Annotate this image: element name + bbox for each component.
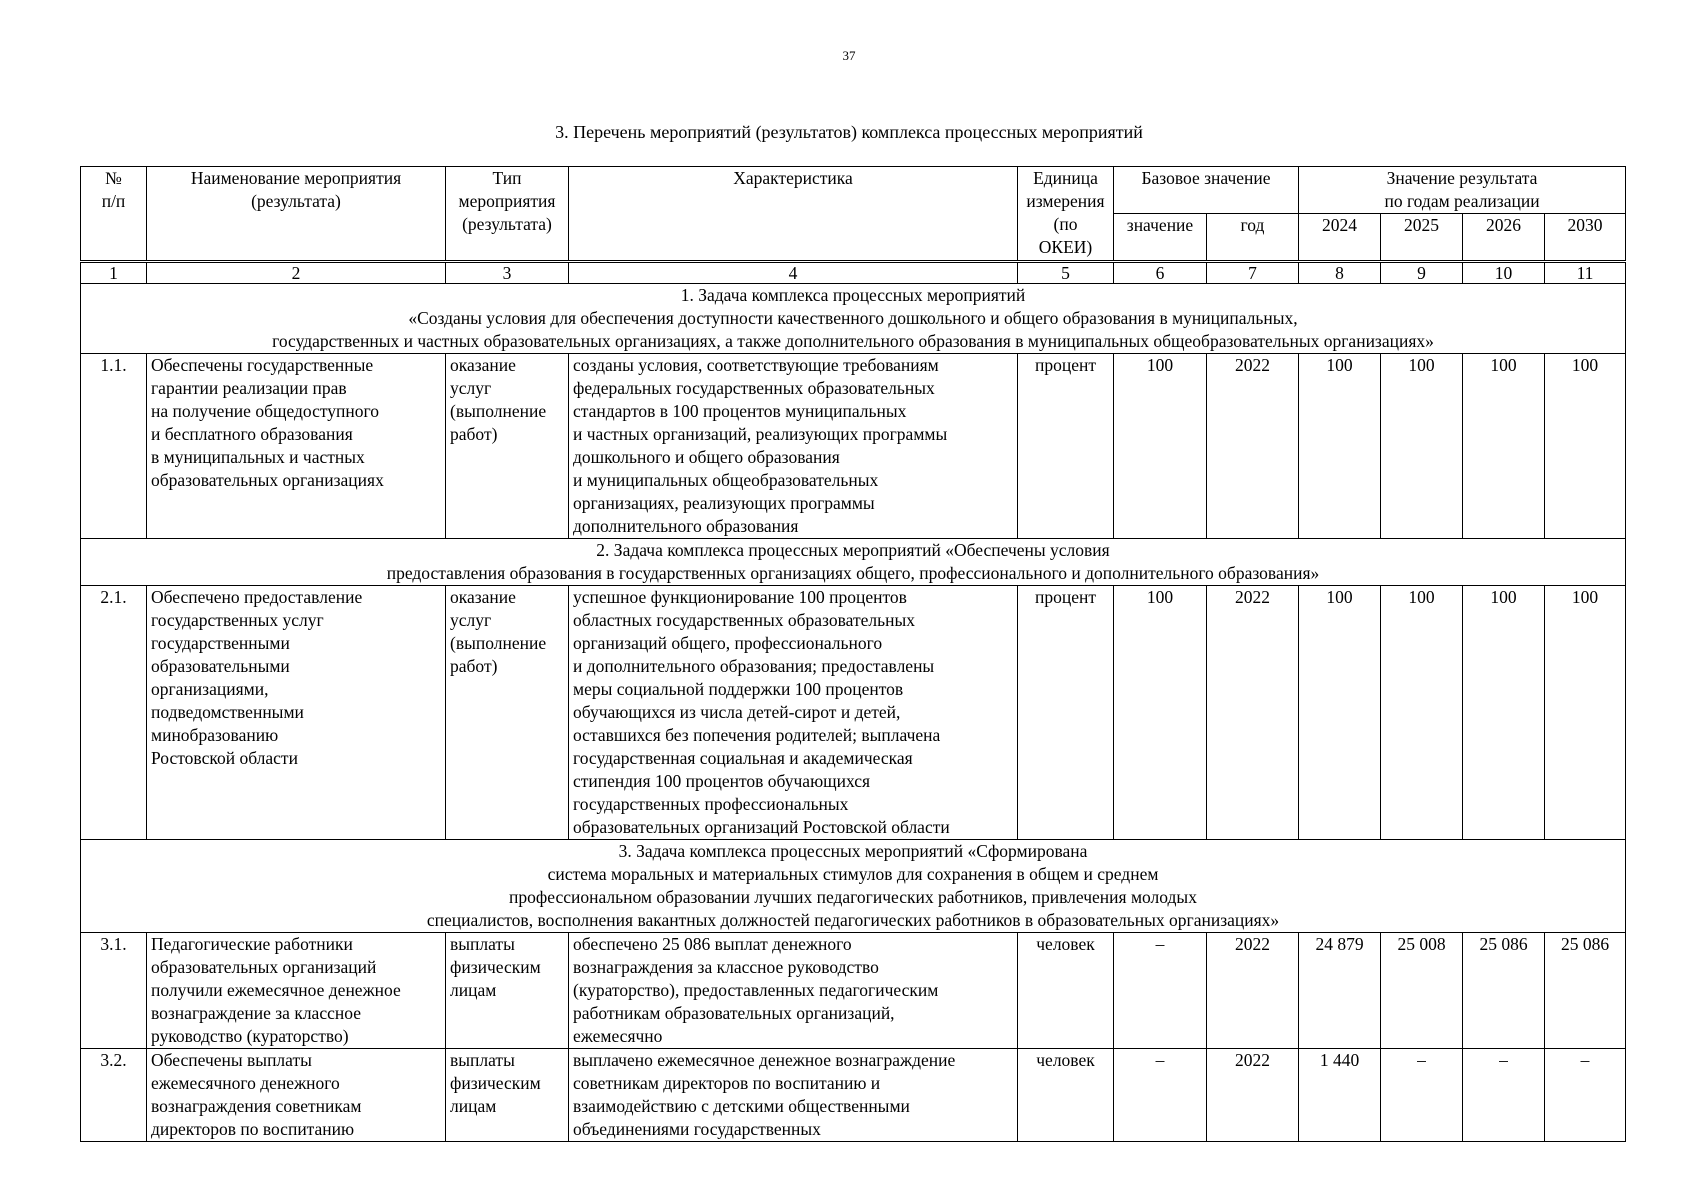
cell-line: вознаграждение за классное — [151, 1003, 361, 1023]
column-number: 5 — [1018, 262, 1114, 284]
cell-line: Ростовской области — [151, 748, 298, 768]
header-unit — [1018, 167, 1114, 262]
cell-line: ежемесячного денежного — [151, 1073, 340, 1093]
task-row — [81, 539, 1626, 586]
cell-line: в муниципальных и частных — [151, 447, 365, 467]
activity-year-value: 100 — [1545, 586, 1626, 840]
cell-line: успешное функционирование 100 процентов — [573, 587, 907, 607]
column-number: 11 — [1545, 262, 1626, 284]
cell-line: образовательных организаций Ростовской области — [573, 817, 950, 837]
task-row — [81, 840, 1626, 933]
cell-line: Обеспечены выплаты — [151, 1050, 312, 1070]
cell-line: Наименование мероприятия — [190, 168, 402, 188]
header-row — [81, 167, 1626, 214]
task-heading-line: система моральных и материальных стимулов для сохранения в общем и среднем — [547, 864, 1159, 884]
activity-characteristic — [569, 586, 1018, 840]
task-heading — [81, 840, 1626, 933]
task-heading-line: государственных и частных образовательных организациях, а также дополнительного образования в муниципальных общеобразовательных организациях» — [272, 331, 1434, 351]
cell-line: (по — [1053, 214, 1078, 234]
activity-base-value: – — [1114, 933, 1207, 1049]
cell-line: государственных профессиональных — [573, 794, 849, 814]
cell-line: областных государственных образовательных — [573, 610, 915, 630]
activity-number: 3.2. — [81, 1049, 147, 1142]
activities-table — [80, 166, 1626, 1142]
cell-line: выплаты — [450, 934, 515, 954]
cell-line: государственными — [151, 633, 290, 653]
cell-line: и частных организаций, реализующих программы — [573, 424, 948, 444]
cell-line: (выполнение — [450, 401, 547, 421]
cell-line: советникам директоров по воспитанию и — [573, 1073, 881, 1093]
column-number: 9 — [1381, 262, 1463, 284]
header-type — [446, 167, 569, 262]
activity-year-value: 100 — [1381, 354, 1463, 539]
activity-year-value: 25 086 — [1545, 933, 1626, 1049]
column-number: 3 — [446, 262, 569, 284]
cell-line: и муниципальных общеобразовательных — [573, 470, 879, 490]
activity-unit: процент — [1018, 354, 1114, 539]
cell-line: организациями, — [151, 679, 269, 699]
cell-line: работникам образовательных организаций, — [573, 1003, 895, 1023]
cell-line: (результата) — [251, 191, 341, 211]
activity-year-value: 25 086 — [1463, 933, 1545, 1049]
cell-line: (кураторство), предоставленных педагогическим — [573, 980, 939, 1000]
header-result — [1299, 167, 1626, 214]
cell-line: Обеспечено предоставление — [151, 587, 363, 607]
task-heading-line: 2. Задача комплекса процессных мероприятий «Обеспечены условия — [596, 540, 1110, 560]
task-heading — [81, 539, 1626, 586]
activity-year-value: 100 — [1545, 354, 1626, 539]
activity-type — [446, 354, 569, 539]
cell-line: по годам реализации — [1384, 191, 1540, 211]
cell-line: Педагогические работники — [151, 934, 353, 954]
cell-line: измерения — [1026, 191, 1105, 211]
cell-line: дошкольного и общего образования — [573, 447, 840, 467]
cell-line: п/п — [101, 191, 126, 211]
cell-line: созданы условия, соответствующие требованиям — [573, 355, 939, 375]
section-title: 3. Перечень мероприятий (результатов) комплекса процессных мероприятий — [555, 122, 1143, 142]
cell-line: (выполнение — [450, 633, 547, 653]
activity-name — [147, 354, 446, 539]
activity-type — [446, 1049, 569, 1142]
cell-line: вознаграждения советникам — [151, 1096, 362, 1116]
task-heading-line: профессиональном образовании лучших педагогических работников, привлечения молодых — [509, 887, 1197, 907]
cell-line: ОКЕИ) — [1038, 237, 1093, 257]
cell-line: подведомственными — [151, 702, 304, 722]
column-number: 6 — [1114, 262, 1207, 284]
cell-line: услуг — [450, 610, 492, 630]
cell-line: Обеспечены государственные — [151, 355, 374, 375]
cell-line: взаимодействию с детскими общественными — [573, 1096, 910, 1116]
activity-year-value: 100 — [1299, 354, 1381, 539]
header-base-value: значение — [1114, 214, 1207, 262]
cell-line: образовательными — [151, 656, 290, 676]
cell-line: физическим — [450, 1073, 541, 1093]
cell-line: Тип — [492, 168, 522, 188]
cell-line: физическим — [450, 957, 541, 977]
column-number: 7 — [1207, 262, 1299, 284]
cell-line: работ) — [450, 656, 498, 676]
column-number: 8 — [1299, 262, 1381, 284]
task-row — [81, 284, 1626, 354]
task-heading-line: 1. Задача комплекса процессных мероприятий — [680, 285, 1026, 305]
activity-row — [81, 354, 1626, 539]
activity-row — [81, 1049, 1626, 1142]
cell-line: получили ежемесячное денежное — [151, 980, 401, 1000]
activity-number: 2.1. — [81, 586, 147, 840]
activity-unit: процент — [1018, 586, 1114, 840]
cell-line: стипендия 100 процентов обучающихся — [573, 771, 871, 791]
cell-line: государственная социальная и академическая — [573, 748, 913, 768]
activity-base-value: – — [1114, 1049, 1207, 1142]
cell-line: организациях, реализующих программы — [573, 493, 875, 513]
cell-line: Единица — [1033, 168, 1098, 188]
activity-name — [147, 586, 446, 840]
cell-line: образовательных организаций — [151, 957, 377, 977]
activity-characteristic — [569, 1049, 1018, 1142]
cell-line: выплаты — [450, 1050, 515, 1070]
activity-row — [81, 586, 1626, 840]
cell-line: государственных услуг — [151, 610, 324, 630]
cell-line: работ) — [450, 424, 498, 444]
cell-line: организаций общего, профессионального — [573, 633, 883, 653]
activity-year-value: 100 — [1381, 586, 1463, 840]
header-base: Базовое значение — [1114, 167, 1299, 214]
activity-row — [81, 933, 1626, 1049]
activity-base-value: 100 — [1114, 354, 1207, 539]
cell-line: объединениями государственных — [573, 1119, 821, 1139]
task-heading — [81, 284, 1626, 354]
activity-year-value: – — [1463, 1049, 1545, 1142]
cell-line: федеральных государственных образовательных — [573, 378, 935, 398]
cell-line: гарантии реализации прав — [151, 378, 347, 398]
cell-line: обеспечено 25 086 выплат денежного — [573, 934, 852, 954]
activity-year-value: 100 — [1299, 586, 1381, 840]
cell-line: услуг — [450, 378, 492, 398]
cell-line: образовательных организациях — [151, 470, 384, 490]
cell-line: ежемесячно — [573, 1026, 663, 1046]
cell-line: дополнительного образования — [573, 516, 799, 536]
activity-year-value: – — [1545, 1049, 1626, 1142]
cell-line: минобразованию — [151, 725, 279, 745]
activity-year-value: 25 008 — [1381, 933, 1463, 1049]
activity-base-year: 2022 — [1207, 586, 1299, 840]
header-year-2026: 2026 — [1463, 214, 1545, 262]
page-number: 37 — [842, 48, 856, 63]
activity-characteristic — [569, 354, 1018, 539]
activity-characteristic — [569, 933, 1018, 1049]
activity-name — [147, 933, 446, 1049]
cell-line: на получение общедоступного — [151, 401, 379, 421]
cell-line: оказание — [450, 355, 516, 375]
header-base-year: год — [1207, 214, 1299, 262]
cell-line: (результата) — [462, 214, 552, 234]
activity-unit: человек — [1018, 933, 1114, 1049]
cell-line: лицам — [450, 1096, 497, 1116]
activity-number: 3.1. — [81, 933, 147, 1049]
cell-line: и бесплатного образования — [151, 424, 353, 444]
activity-base-year: 2022 — [1207, 1049, 1299, 1142]
column-number: 10 — [1463, 262, 1545, 284]
activity-name — [147, 1049, 446, 1142]
header-characteristic: Характеристика — [569, 167, 1018, 262]
activity-type — [446, 933, 569, 1049]
cell-line: № — [105, 168, 122, 188]
header-year-2024: 2024 — [1299, 214, 1381, 262]
cell-line: оказание — [450, 587, 516, 607]
cell-line: оставшихся без попечения родителей; выплачена — [573, 725, 941, 745]
activity-year-value: – — [1381, 1049, 1463, 1142]
cell-line: и дополнительного образования; предоставлены — [573, 656, 935, 676]
task-heading-line: 3. Задача комплекса процессных мероприятий «Сформирована — [618, 841, 1088, 861]
task-heading-line: специалистов, восполнения вакантных должностей педагогических работников в образовательных организациях» — [426, 910, 1280, 930]
column-number: 4 — [569, 262, 1018, 284]
task-heading-line: предоставления образования в государственных организациях общего, профессионального и дополнительного образования» — [386, 563, 1320, 583]
column-number: 1 — [81, 262, 147, 284]
cell-line: стандартов в 100 процентов муниципальных — [573, 401, 907, 421]
activity-year-value: 1 440 — [1299, 1049, 1381, 1142]
cell-line: лицам — [450, 980, 497, 1000]
activity-base-year: 2022 — [1207, 933, 1299, 1049]
activity-base-value: 100 — [1114, 586, 1207, 840]
column-number-row — [81, 262, 1626, 284]
activity-year-value: 100 — [1463, 586, 1545, 840]
activity-year-value: 24 879 — [1299, 933, 1381, 1049]
header-name — [147, 167, 446, 262]
cell-line: мероприятия — [458, 191, 556, 211]
cell-line: меры социальной поддержки 100 процентов — [573, 679, 904, 699]
cell-line: обучающихся из числа детей-сирот и детей, — [573, 702, 901, 722]
header-year-2030: 2030 — [1545, 214, 1626, 262]
task-heading-line: «Созданы условия для обеспечения доступности качественного дошкольного и общего образования в муниципальных, — [408, 308, 1298, 328]
header-num — [81, 167, 147, 262]
column-number: 2 — [147, 262, 446, 284]
activity-number: 1.1. — [81, 354, 147, 539]
header-year-2025: 2025 — [1381, 214, 1463, 262]
activity-type — [446, 586, 569, 840]
activity-year-value: 100 — [1463, 354, 1545, 539]
cell-line: директоров по воспитанию — [151, 1119, 355, 1139]
cell-line: выплачено ежемесячное денежное вознаграждение — [573, 1050, 956, 1070]
cell-line: Значение результата — [1386, 168, 1538, 188]
activity-unit: человек — [1018, 1049, 1114, 1142]
activity-base-year: 2022 — [1207, 354, 1299, 539]
cell-line: руководство (кураторство) — [151, 1026, 349, 1046]
cell-line: вознаграждения за классное руководство — [573, 957, 879, 977]
